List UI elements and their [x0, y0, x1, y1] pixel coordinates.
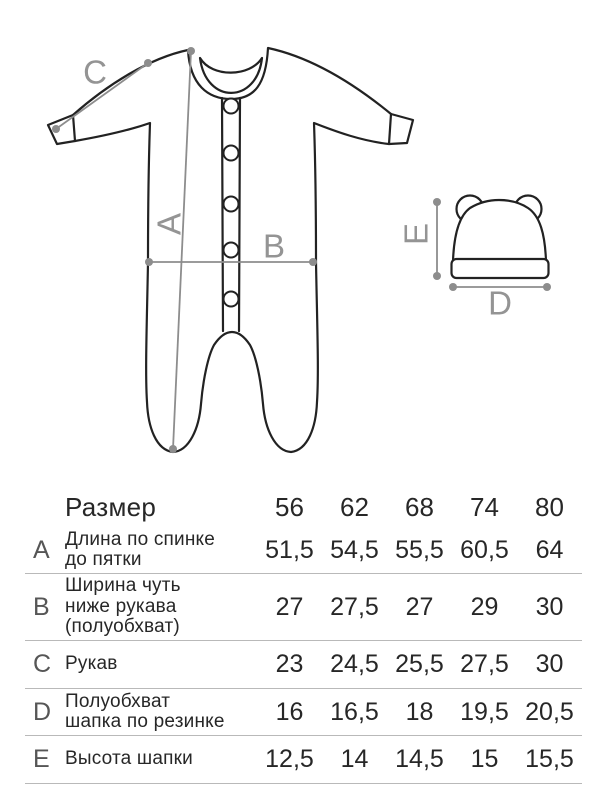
row-label	[65, 749, 257, 770]
snap-button	[224, 197, 239, 212]
size-value: 51,5	[265, 535, 314, 564]
size-value: 14,5	[395, 745, 444, 773]
measure-dot	[433, 198, 441, 206]
diagram-label-b: B	[262, 227, 286, 265]
size-value: 54,5	[330, 535, 379, 564]
size-table-title: Размер	[65, 491, 157, 522]
row-letter: E	[33, 745, 50, 773]
measure-dot	[144, 59, 152, 67]
diagram-label-c: C	[83, 53, 107, 91]
measure-dot	[433, 272, 441, 280]
measure-dot	[145, 258, 153, 266]
snap-button	[224, 243, 239, 258]
row-label	[65, 530, 257, 571]
snap-button	[224, 99, 239, 114]
size-value: 14	[340, 745, 369, 773]
row-label-line: Длина по спинке	[65, 529, 216, 550]
size-value: 16	[275, 697, 304, 726]
row-label-line: шапка по резинке	[65, 711, 225, 732]
romper-collar	[200, 58, 262, 93]
size-table	[25, 487, 582, 784]
size-value: 15,5	[525, 745, 574, 773]
size-value: 64	[535, 535, 564, 564]
size-value: 60,5	[460, 535, 509, 564]
measure-dot	[309, 258, 317, 266]
bear-hat-drawing-icon	[452, 196, 549, 279]
measure-dot	[52, 125, 60, 133]
size-value: 30	[535, 592, 564, 621]
size-value: 16,5	[330, 697, 379, 726]
snap-button	[224, 146, 239, 161]
row-label-line: ниже рукава	[65, 595, 177, 617]
table-row-c	[25, 641, 582, 689]
row-label-line: (полуобхват)	[65, 616, 180, 638]
row-label-line: Высота шапки	[65, 749, 193, 770]
size-value: 29	[470, 592, 499, 621]
size-value: 27,5	[460, 650, 509, 678]
measure-dot	[543, 283, 551, 291]
size-column-header: 56	[275, 491, 304, 522]
table-row-e	[25, 736, 582, 784]
size-column-header: 68	[405, 491, 434, 522]
measure-dot	[449, 283, 457, 291]
diagram-label-a: A	[150, 212, 188, 236]
diagram-label-e: E	[397, 222, 435, 246]
size-value: 19,5	[460, 697, 509, 726]
snap-button	[224, 292, 239, 307]
row-letter: D	[33, 697, 52, 726]
size-value: 15	[470, 745, 499, 773]
row-label-line: до пятки	[65, 549, 142, 570]
size-column-header: 62	[340, 491, 369, 522]
row-label	[65, 692, 257, 733]
size-value: 18	[405, 697, 434, 726]
table-row-d	[25, 689, 582, 736]
row-label-line: Рукав	[65, 654, 118, 675]
romper-drawing-icon	[48, 48, 413, 452]
row-letter: A	[33, 535, 50, 564]
size-value: 55,5	[395, 535, 444, 564]
row-label	[65, 654, 257, 675]
size-value: 25,5	[395, 650, 444, 678]
table-row-b	[25, 574, 582, 641]
size-value: 24,5	[330, 650, 379, 678]
size-value: 20,5	[525, 697, 574, 726]
size-value: 27	[275, 592, 304, 621]
row-letter: C	[33, 650, 52, 678]
size-value: 27	[405, 592, 434, 621]
size-column-header: 74	[470, 491, 499, 522]
size-value: 27,5	[330, 592, 379, 621]
measure-dot	[169, 445, 177, 453]
row-label-line: Полуобхват	[65, 691, 171, 712]
size-value: 23	[275, 650, 304, 678]
size-table-header	[25, 487, 582, 527]
row-letter: B	[33, 592, 50, 621]
size-value: 30	[535, 650, 564, 678]
size-column-header: 80	[535, 491, 564, 522]
size-value: 12,5	[265, 745, 314, 773]
row-label	[65, 576, 257, 638]
hat-brim	[452, 259, 549, 278]
measure-dot	[187, 47, 195, 55]
diagram-label-d: D	[488, 284, 512, 322]
row-label-line: Ширина чуть	[65, 576, 181, 597]
table-row-a	[25, 527, 582, 574]
